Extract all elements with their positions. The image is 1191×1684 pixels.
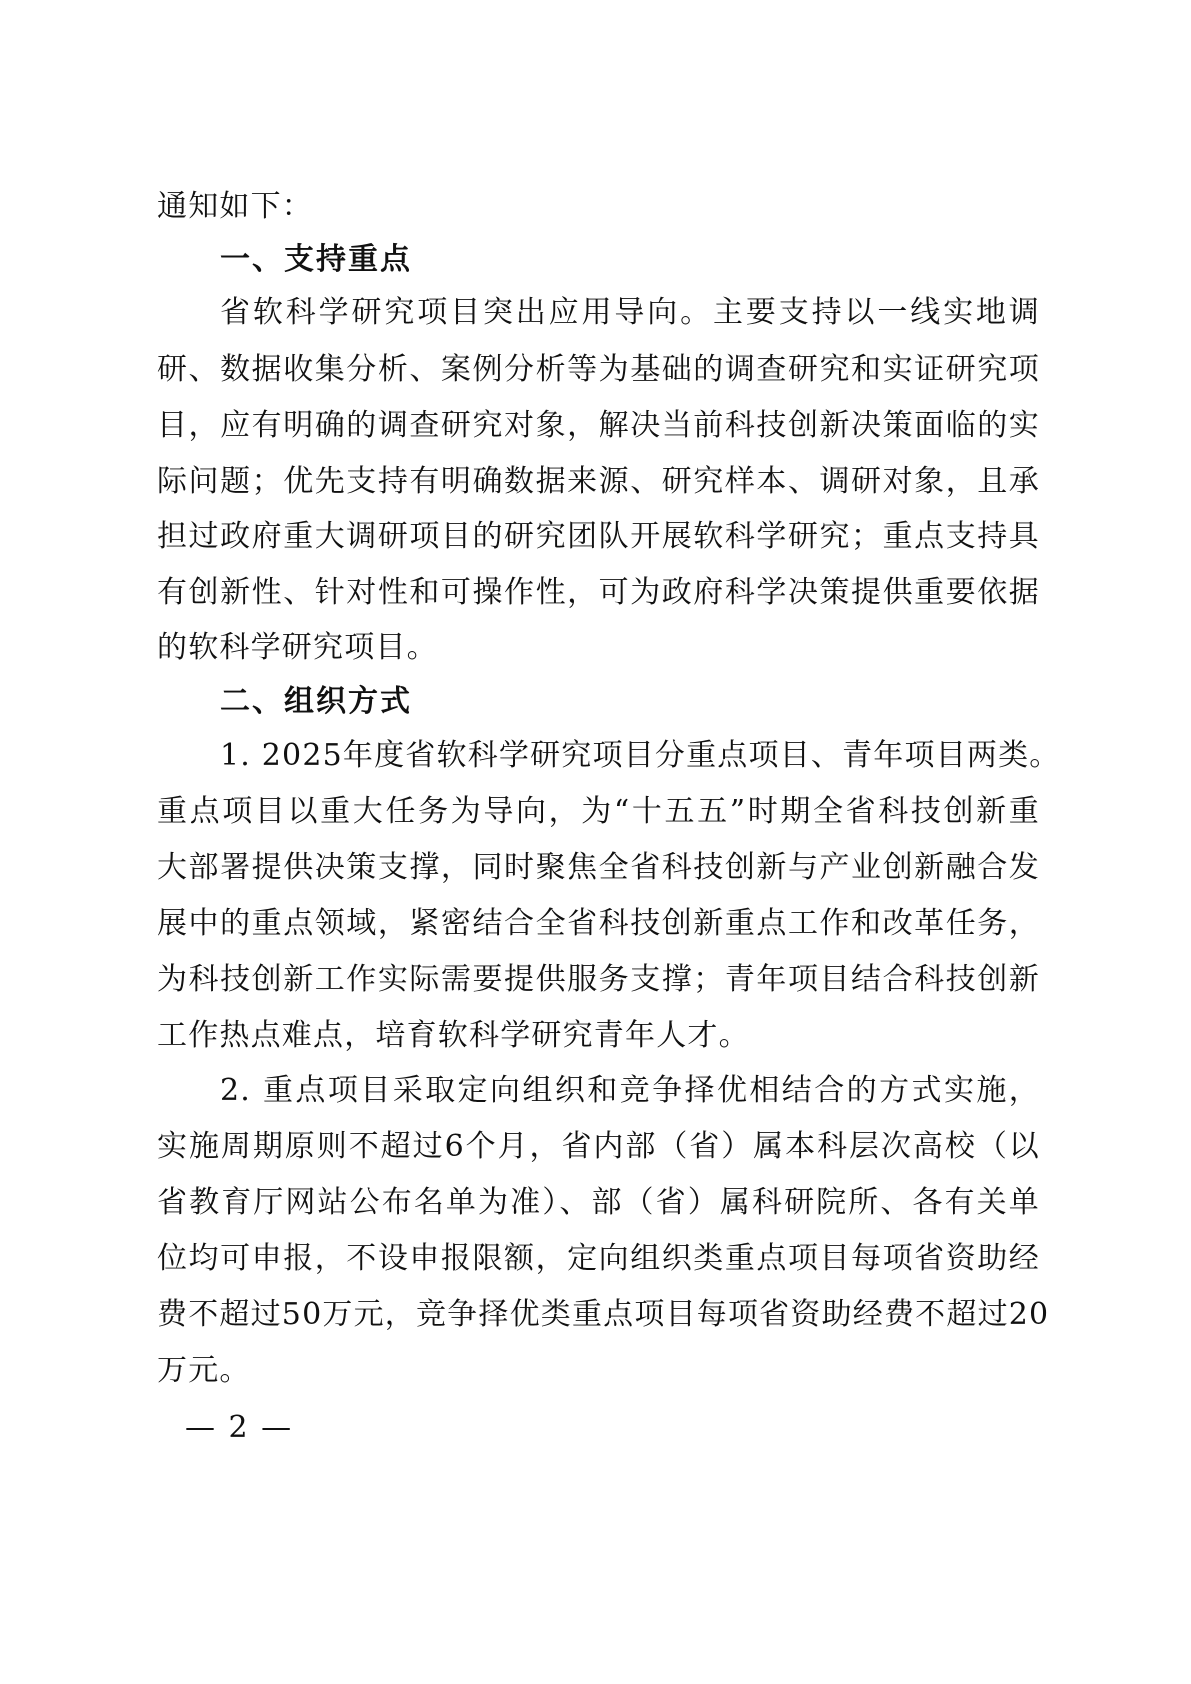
- paragraph-line: 的软科学研究项目。: [157, 630, 438, 665]
- paragraph-line: 2. 重点项目采取定向组织和竞争择优相结合的方式实施，: [220, 1073, 1040, 1108]
- paragraph-line: 有创新性、针对性和可操作性，可为政府科学决策提供重要依据: [157, 575, 1040, 610]
- paragraph-line: 目，应有明确的调查研究对象，解决当前科技创新决策面临的实: [157, 408, 1040, 443]
- page-number: — 2 —: [185, 1410, 294, 1445]
- paragraph-line: 省教育厅网站公布名单为准）、部（省）属科研院所、各有关单: [157, 1185, 1040, 1220]
- intro-line: 通知如下：: [157, 189, 313, 224]
- paragraph-line: 重点项目以重大任务为导向，为“十五五”时期全省科技创新重: [157, 794, 1040, 829]
- section-heading-support-focus: 一、支持重点: [220, 242, 412, 277]
- paragraph-line: 1. 2025年度省软科学研究项目分重点项目、青年项目两类。: [220, 738, 1061, 773]
- paragraph-line: 万元。: [157, 1353, 251, 1388]
- paragraph-line: 为科技创新工作实际需要提供服务支撑；青年项目结合科技创新: [157, 962, 1040, 997]
- paragraph-line: 大部署提供决策支撑，同时聚焦全省科技创新与产业创新融合发: [157, 850, 1040, 885]
- paragraph-line: 位均可申报，不设申报限额，定向组织类重点项目每项省资助经: [157, 1241, 1040, 1276]
- paragraph-line: 展中的重点领域，紧密结合全省科技创新重点工作和改革任务，: [157, 906, 1040, 941]
- paragraph-line: 工作热点难点，培育软科学研究青年人才。: [157, 1018, 750, 1053]
- paragraph-line: 省软科学研究项目突出应用导向。主要支持以一线实地调: [220, 295, 1040, 330]
- paragraph-line: 研、数据收集分析、案例分析等为基础的调查研究和实证研究项: [157, 352, 1040, 387]
- paragraph-line: 实施周期原则不超过6个月，省内部（省）属本科层次高校（以: [157, 1129, 1040, 1164]
- paragraph-line: 费不超过50万元，竞争择优类重点项目每项省资助经费不超过20: [157, 1297, 1050, 1332]
- paragraph-line: 担过政府重大调研项目的研究团队开展软科学研究；重点支持具: [157, 519, 1040, 554]
- paragraph-line: 际问题；优先支持有明确数据来源、研究样本、调研对象，且承: [157, 464, 1040, 499]
- section-heading-organization-method: 二、组织方式: [220, 684, 412, 719]
